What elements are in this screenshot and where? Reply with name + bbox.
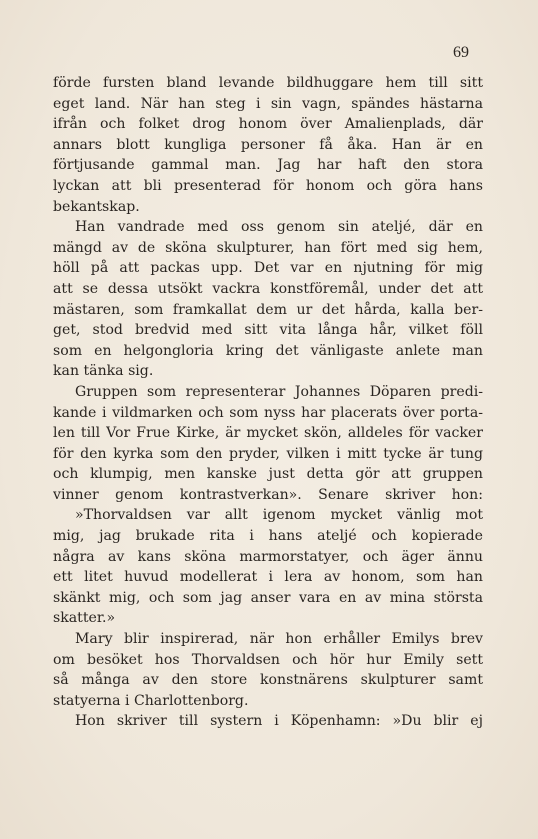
text-line: get, stod bredvid med sitt vita långa hår, vilket föll (53, 322, 483, 339)
text-line: ifrån och folket drog honom över Amalienplads, där (53, 116, 483, 133)
text-line: Han vandrade med oss genom sin ateljé, där en (75, 219, 483, 236)
text-line: kande i vildmarken och som nyss har placerats över porta- (53, 404, 483, 421)
text-line: skatter.» (53, 610, 116, 627)
text-line: bekantskap. (53, 198, 140, 215)
text-line: så många av den store konstnärens skulpturer samt (53, 672, 483, 689)
text-line: mästaren, som framkallat dem ur det hårda, kalla ber- (53, 301, 483, 318)
text-line: Gruppen som representerar Johannes Döparen predi- (75, 383, 483, 400)
text-line: statyerna i Charlottenborg. (53, 692, 249, 709)
text-line: mig, jag brukade rita i hans ateljé och kopierade (53, 528, 483, 545)
text-line: lyckan att bli presenterad för honom och göra hans (53, 177, 483, 194)
text-line: Mary blir inspirerad, när hon erhåller Emilys brev (75, 631, 483, 648)
text-line: och klumpig, men kanske just detta gör att gruppen (53, 466, 483, 483)
text-line: mängd av de sköna skulpturer, han fört med sig hem, (53, 239, 483, 256)
text-line: förde fursten bland levande bildhuggare hem till sitt (53, 75, 483, 91)
body-text (53, 73, 483, 732)
text-line: Hon skriver till systern i Köpenhamn: »Du blir ej (75, 713, 483, 730)
text-line: vinner genom kontrastverkan». Senare skriver hon: (53, 486, 483, 503)
text-line: skänkt mig, och som jag anser vara en av mina största (53, 589, 483, 606)
text-line: förtjusande gammal man. Jag har haft den stora (53, 157, 483, 174)
text-line: att se dessa utsökt vackra konstföremål, under det att (53, 280, 483, 297)
text-line: eget land. När han steg i sin vagn, spändes hästarna (53, 95, 483, 112)
text-line: några av kans sköna marmorstatyer, och äger ännu (53, 548, 483, 565)
text-line: höll på att packas upp. Det var en njutning för mig (53, 260, 483, 277)
text-line: för den kyrka som den pryder, vilken i mitt tycke är tung (53, 445, 483, 462)
text-line: som en helgongloria kring det vänligaste anlete man (53, 342, 483, 359)
text-line: len till Vor Frue Kirke, är mycket skön, alldeles för vacker (53, 425, 483, 442)
text-line: om besöket hos Thorvaldsen och hör hur Emily sett (53, 651, 483, 668)
text-line: ett litet huvud modellerat i lera av honom, som han (53, 569, 483, 586)
text-line: annars blott kungliga personer få åka. Han är en (53, 136, 483, 153)
text-line: kan tänka sig. (53, 363, 154, 380)
page-number: 69 (453, 44, 469, 61)
text-line: »Thorvaldsen var allt igenom mycket vänlig mot (75, 507, 483, 524)
